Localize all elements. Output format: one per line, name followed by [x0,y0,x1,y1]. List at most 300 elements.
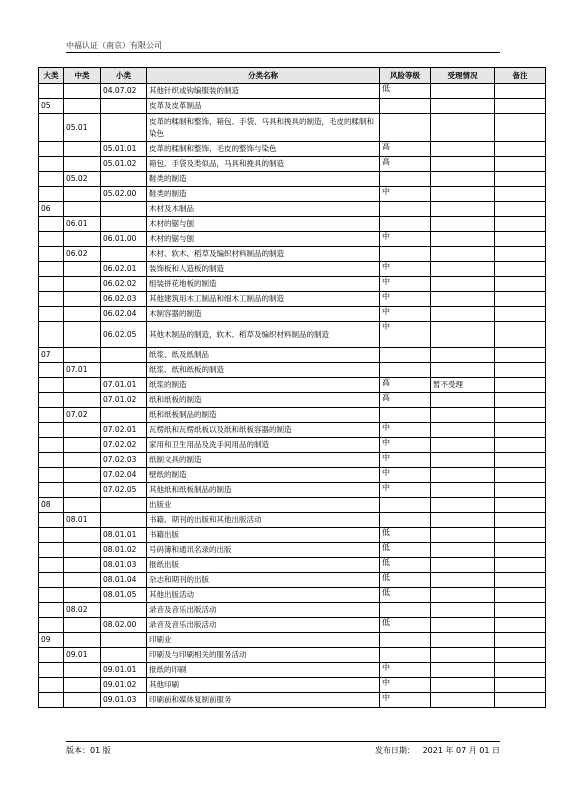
table-cell [64,348,101,363]
table-row [39,468,546,483]
table-cell [39,513,64,528]
table-cell [39,618,64,633]
table-cell [101,603,147,618]
table-cell [495,483,546,498]
table-cell [431,513,495,528]
table-cell: 低 [380,558,431,573]
table-row [39,498,546,513]
table-cell [495,498,546,513]
table-cell: 中 [380,483,431,498]
table-row [39,648,546,663]
table-cell [495,393,546,408]
table-cell [64,663,101,678]
table-cell [495,573,546,588]
table-cell [431,678,495,693]
table-cell [495,348,546,363]
table-cell [431,543,495,558]
table-row [39,172,546,187]
table-cell [495,157,546,172]
table-cell: 09.01.03 [101,693,147,708]
table-cell [495,232,546,247]
table-row [39,247,546,262]
table-cell: 其他出版活动 [147,588,380,603]
table-cell [39,322,64,348]
table-cell: 低 [380,84,431,99]
table-cell: 06.01.00 [101,232,147,247]
table-cell [39,187,64,202]
table-cell: 壁纸的制造 [147,468,380,483]
table-cell [39,663,64,678]
table-cell: 其他木制品的制造，软木、稻草及编织材料制品的制造 [147,322,380,348]
table-cell [64,157,101,172]
table-cell: 07.02.04 [101,468,147,483]
table-cell [64,543,101,558]
table-cell [495,378,546,393]
table-cell [495,363,546,378]
publish-date-value: 2021 年 07 月 01 日 [422,746,500,755]
table-cell: 木材及木制品 [147,202,380,217]
table-cell: 09.01 [64,648,101,663]
table-cell: 05.02.00 [101,187,147,202]
table-cell: 木材、软木、稻草及编织材料制品的制造 [147,247,380,262]
table-cell: 08.01.05 [101,588,147,603]
table-cell [39,84,64,99]
table-row [39,603,546,618]
table-cell [431,172,495,187]
table-cell [431,648,495,663]
table-cell [64,453,101,468]
table-cell [431,588,495,603]
table-cell: 出版业 [147,498,380,513]
table-cell [495,693,546,708]
table-row [39,99,546,114]
table-cell [39,423,64,438]
table-cell: 中 [380,262,431,277]
table-cell: 06.02.03 [101,292,147,307]
table-cell: 08.01.03 [101,558,147,573]
table-cell [64,438,101,453]
table-cell [39,292,64,307]
table-cell [39,693,64,708]
table-cell [380,114,431,142]
table-cell: 印刷业 [147,633,380,648]
table-cell [380,363,431,378]
table-cell: 08.02.00 [101,618,147,633]
table-cell: 05.02 [64,172,101,187]
column-header: 备注 [495,68,546,84]
table-cell: 中 [380,307,431,322]
table-cell: 中 [380,232,431,247]
table-cell [101,114,147,142]
table-cell [380,99,431,114]
table-cell [431,633,495,648]
table-row [39,348,546,363]
table-cell [431,693,495,708]
table-cell: 06.02.04 [101,307,147,322]
table-cell [39,543,64,558]
table-cell [495,663,546,678]
table-cell [39,262,64,277]
table-cell [380,172,431,187]
table-cell [380,247,431,262]
table-cell: 其他纸和纸板制品的制造 [147,483,380,498]
table-cell [39,438,64,453]
table-cell [495,277,546,292]
table-cell [101,247,147,262]
table-cell: 08.01.04 [101,573,147,588]
table-cell [495,438,546,453]
table-cell [495,217,546,232]
table-row [39,307,546,322]
table-cell [495,588,546,603]
table-cell: 06.02 [64,247,101,262]
table-row [39,618,546,633]
classification-table [38,67,546,708]
table-cell: 装饰板和人造板的制造 [147,262,380,277]
table-row [39,84,546,99]
table-cell [39,378,64,393]
table-cell [431,157,495,172]
table-cell [39,172,64,187]
table-cell [39,363,64,378]
table-cell [64,292,101,307]
table-cell [39,558,64,573]
table-cell: 其他建筑用木工制品和细木工制品的制造 [147,292,380,307]
table-row [39,363,546,378]
table-cell [39,114,64,142]
table-cell: 低 [380,618,431,633]
table-cell [64,423,101,438]
table-cell: 木制容器的制造 [147,307,380,322]
table-cell: 纸浆、纸及纸制品 [147,348,380,363]
table-row [39,142,546,157]
table-cell: 05.01.02 [101,157,147,172]
table-cell [431,262,495,277]
table-cell [64,468,101,483]
table-cell [431,453,495,468]
table-cell: 08 [39,498,64,513]
table-cell: 05.01.01 [101,142,147,157]
company-name: 中福认证（南京）有限公司 [66,41,162,50]
table-cell [101,217,147,232]
table-cell [64,142,101,157]
table-cell: 印刷及与印刷相关的服务活动 [147,648,380,663]
table-cell: 其他印刷 [147,678,380,693]
table-row [39,262,546,277]
table-cell [39,528,64,543]
table-cell [431,84,495,99]
table-cell [431,393,495,408]
table-cell [431,202,495,217]
table-cell [431,468,495,483]
table-cell: 组装拼花地板的制造 [147,277,380,292]
table-cell: 鞋类的制造 [147,187,380,202]
table-cell [64,202,101,217]
table-cell [495,468,546,483]
version-label: 版本：01 版 [66,746,111,755]
table-cell [39,277,64,292]
table-cell [495,142,546,157]
table-cell [64,573,101,588]
table-cell: 中 [380,438,431,453]
table-row [39,157,546,172]
table-cell [431,247,495,262]
table-cell [39,157,64,172]
table-cell [431,292,495,307]
table-cell: 06.02.05 [101,322,147,348]
table-cell [431,618,495,633]
table-header-row [39,68,546,84]
table-cell [495,678,546,693]
table-cell: 书籍、期刊的出版和其他出版活动 [147,513,380,528]
table-row [39,663,546,678]
table-cell [431,348,495,363]
table-cell: 07.02 [64,408,101,423]
table-cell [431,307,495,322]
table-row [39,543,546,558]
table-cell: 低 [380,573,431,588]
table-cell: 鞋类的制造 [147,172,380,187]
table-cell: 07.02.01 [101,423,147,438]
table-cell [64,307,101,322]
table-cell [431,217,495,232]
table-cell [101,202,147,217]
table-cell [64,187,101,202]
table-row [39,378,546,393]
table-cell: 号码簿和通讯名录的出版 [147,543,380,558]
table-cell [39,483,64,498]
column-header: 受理情况 [431,68,495,84]
table-row [39,423,546,438]
table-row [39,438,546,453]
table-cell [431,528,495,543]
column-header: 小类 [101,68,147,84]
table-cell [39,307,64,322]
table-cell: 纸和纸板的制造 [147,393,380,408]
table-cell [431,408,495,423]
table-cell: 中 [380,468,431,483]
table-cell [431,573,495,588]
table-cell [64,498,101,513]
table-row [39,678,546,693]
table-cell: 纸浆、纸和纸板的制造 [147,363,380,378]
table-cell: 09.01.01 [101,663,147,678]
table-cell [64,99,101,114]
table-row [39,393,546,408]
table-cell: 04.07.02 [101,84,147,99]
column-header: 风险等级 [380,68,431,84]
table-cell [495,99,546,114]
table-row [39,408,546,423]
publish-date [375,745,500,756]
table-row [39,217,546,232]
table-cell [64,558,101,573]
table-cell: 中 [380,187,431,202]
table-cell: 其他针织或钩编服装的制造 [147,84,380,99]
table-cell [431,483,495,498]
table-cell: 录音及音乐出版活动 [147,618,380,633]
table-cell [380,603,431,618]
table-cell: 纸浆的制造 [147,378,380,393]
table-row [39,588,546,603]
table-row [39,202,546,217]
table-cell [101,498,147,513]
table-row [39,693,546,708]
table-cell [39,217,64,232]
table-cell [64,618,101,633]
table-cell [495,648,546,663]
table-cell: 低 [380,528,431,543]
table-cell: 暂不受理 [431,378,495,393]
table-cell: 纸制文具的制造 [147,453,380,468]
table-cell [39,408,64,423]
table-cell [495,423,546,438]
table-cell [64,588,101,603]
table-cell: 07.01 [64,363,101,378]
table-cell [64,322,101,348]
page-header [66,38,500,53]
table-cell [431,114,495,142]
table-cell: 皮革及皮革制品 [147,99,380,114]
table-cell [495,172,546,187]
table-cell: 05.01 [64,114,101,142]
table-cell [431,498,495,513]
table-cell [431,423,495,438]
table-cell: 中 [380,693,431,708]
table-cell: 05 [39,99,64,114]
table-cell: 06.02.01 [101,262,147,277]
table-cell [495,558,546,573]
table-cell [380,498,431,513]
table-cell [64,378,101,393]
table-cell [101,363,147,378]
table-cell [39,588,64,603]
table-cell: 中 [380,292,431,307]
table-row [39,453,546,468]
table-cell [495,307,546,322]
table-cell [64,84,101,99]
table-cell [495,528,546,543]
table-cell [431,99,495,114]
table-cell: 07.02.05 [101,483,147,498]
table-cell: 皮革的糅制和整饰，箱包、手袋、马具和挽具的制造，毛皮的糅制和染色 [147,114,380,142]
table-cell [101,633,147,648]
table-cell [495,84,546,99]
table-row [39,232,546,247]
column-header: 分类名称 [147,68,380,84]
table-row [39,187,546,202]
table-cell: 高 [380,378,431,393]
table-cell: 06.02.02 [101,277,147,292]
table-cell [39,453,64,468]
table-cell: 07.01.01 [101,378,147,393]
table-cell: 中 [380,277,431,292]
table-cell [380,633,431,648]
table-cell [101,513,147,528]
table-cell [39,678,64,693]
table-cell [495,247,546,262]
table-cell: 杂志和期刊的出版 [147,573,380,588]
table-cell [380,408,431,423]
table-cell: 08.02 [64,603,101,618]
table-cell [64,693,101,708]
table-row [39,292,546,307]
table-row [39,558,546,573]
publish-date-label: 发布日期： [374,746,415,755]
table-body [39,84,546,708]
table-cell [431,603,495,618]
table-cell [495,408,546,423]
table-cell: 高 [380,157,431,172]
table-cell [64,393,101,408]
table-row [39,114,546,142]
table-cell: 木材的锯与刨 [147,232,380,247]
table-cell: 家用和卫生用品及洗手间用品的制造 [147,438,380,453]
table-cell [431,438,495,453]
table-cell [495,322,546,348]
table-cell: 08.01.01 [101,528,147,543]
table-cell [495,187,546,202]
table-cell [431,322,495,348]
page-footer [66,741,500,756]
table-row [39,513,546,528]
table-cell [39,603,64,618]
table-cell [64,528,101,543]
table-cell [64,277,101,292]
table-cell: 书籍出版 [147,528,380,543]
table-cell: 中 [380,663,431,678]
table-cell [101,99,147,114]
table-cell [380,648,431,663]
table-cell [380,202,431,217]
table-cell [495,633,546,648]
table-cell: 07 [39,348,64,363]
table-cell: 中 [380,322,431,348]
table-cell: 08.01.02 [101,543,147,558]
table-cell [380,513,431,528]
table-cell [39,468,64,483]
table-row [39,633,546,648]
table-cell [495,543,546,558]
table-cell [39,232,64,247]
table-cell: 07.01.02 [101,393,147,408]
column-header: 大类 [39,68,64,84]
table-cell [431,558,495,573]
table-row [39,573,546,588]
table-cell [64,232,101,247]
table-cell: 低 [380,543,431,558]
table-cell [39,573,64,588]
table-row [39,483,546,498]
table-cell [495,453,546,468]
table-cell [39,393,64,408]
column-header: 中类 [64,68,101,84]
table-cell [495,603,546,618]
table-cell [431,277,495,292]
table-cell [39,247,64,262]
table-cell [431,663,495,678]
table-cell [431,187,495,202]
table-cell [64,633,101,648]
table-cell: 箱包、手袋及类似品，马具和挽具的制造 [147,157,380,172]
table-cell [64,262,101,277]
table-cell: 印刷前和媒体复制前服务 [147,693,380,708]
table-cell [64,483,101,498]
table-cell: 09 [39,633,64,648]
table-cell [495,618,546,633]
table-cell [64,678,101,693]
table-cell [101,172,147,187]
